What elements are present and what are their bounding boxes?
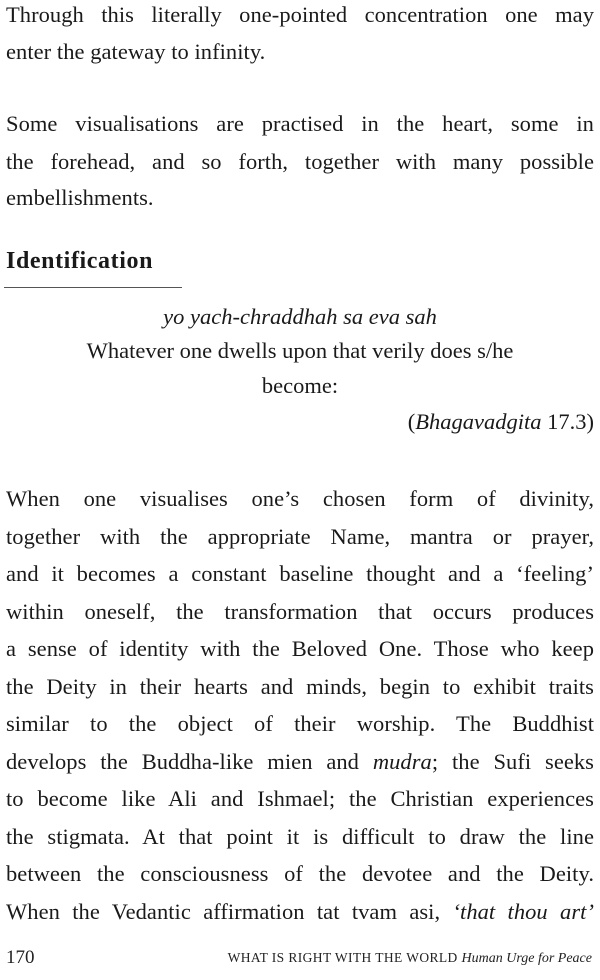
paragraph-3-line-12-start: When the Vedantic affirmation tat tvam asi,: [6, 899, 453, 924]
verse-translation-line-1: Whatever one dwells upon that verily does s/he: [86, 338, 514, 363]
paragraph-3-line-8-end: ; the Sufi seeks: [431, 749, 594, 774]
paragraph-1-line-2: enter the gateway to infinity.: [6, 39, 266, 64]
paragraph-3-line-11: between the consciousness of the devotee and the Deity.: [6, 861, 594, 886]
paragraph-3-line-1: When one visualises one’s chosen form of divinity,: [6, 486, 594, 511]
paragraph-3-line-4: within oneself, the transformation that occurs produces: [6, 599, 594, 624]
paragraph-2-line-2: the forehead, and so forth, together with many possible: [6, 149, 594, 174]
paragraph-3-line-9: to become like Ali and Ishmael; the Christian experiences: [6, 786, 594, 811]
citation-source: Bhagavadgita: [415, 409, 542, 434]
paragraph-3-line-7: similar to the object of their worship. The Buddhist: [6, 711, 594, 736]
paragraph-3-line-5: a sense of identity with the Beloved One. Those who keep: [6, 636, 594, 661]
paragraph-3-line-12: [6, 897, 594, 927]
paragraph-3-line-3: and it becomes a constant baseline thought and a ‘feeling’: [6, 561, 594, 586]
paragraph-3-line-6: the Deity in their hearts and minds, begin to exhibit traits: [6, 674, 594, 699]
paragraph-2-line-1: Some visualisations are practised in the heart, some in: [6, 111, 594, 136]
section-heading: Identification: [6, 248, 154, 274]
paragraph-3-line-2: together with the appropriate Name, mantra or prayer,: [6, 524, 594, 549]
verse-translation-line-2: become:: [261, 373, 339, 398]
citation-reference: 17.3): [541, 409, 594, 434]
mudra-word: mudra: [372, 749, 432, 774]
paragraph-3-line-10: the stigmata. At that point it is difficult to draw the line: [6, 824, 594, 849]
citation-open: (: [407, 409, 416, 434]
that-thou-art-phrase: ‘that thou art’: [452, 899, 594, 924]
paragraph-1-line-1: Through this literally one-pointed concentration one may: [6, 2, 594, 27]
paragraph-2-line-3: embellishments.: [6, 185, 154, 210]
book-title: WHAT IS RIGHT WITH THE WORLD: [227, 950, 458, 965]
running-footer: [228, 946, 592, 970]
paragraph-3-line-8-start: develops the Buddha-like mien and: [6, 749, 373, 774]
paragraph-3-line-8: [6, 747, 594, 777]
heading-underline: [4, 287, 182, 288]
book-subtitle: Human Urge for Peace: [461, 951, 592, 966]
verse-sanskrit: yo yach-chraddhah sa eva sah: [163, 304, 437, 329]
page-number: 170: [6, 947, 35, 968]
verse-citation: [408, 407, 594, 437]
